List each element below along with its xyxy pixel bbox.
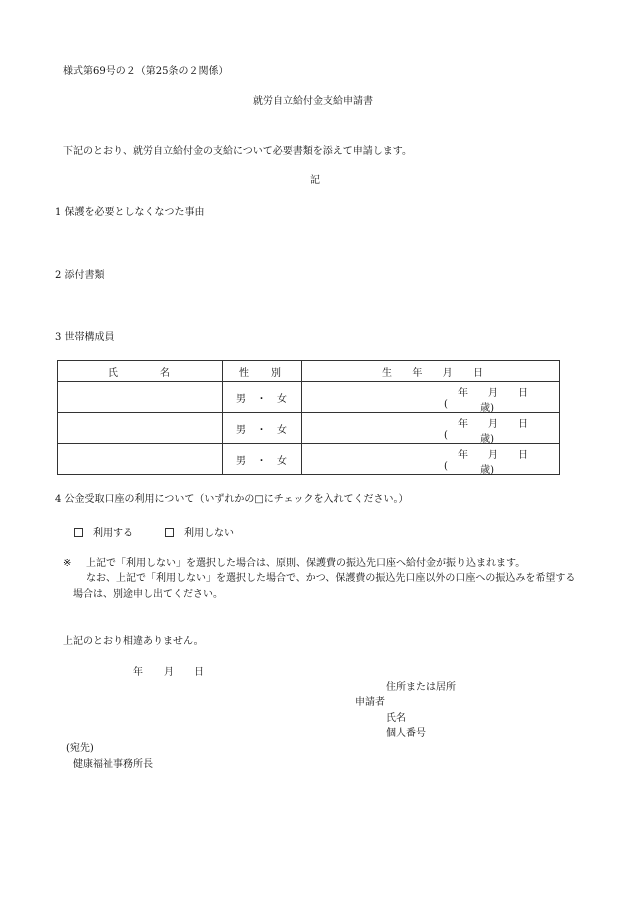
- household-members-table: [57, 360, 560, 475]
- date-month: 月: [164, 667, 174, 678]
- table-header-row: [58, 361, 560, 382]
- birthdate-cell[interactable]: 年 月 日 ( 歳): [302, 444, 560, 475]
- option-use-label: 利用する: [93, 528, 133, 539]
- date-year: 年: [133, 667, 143, 678]
- applicant-name-label: 氏名: [386, 713, 406, 724]
- section-2-heading: 2 添付書類: [55, 270, 105, 281]
- name-cell[interactable]: [58, 382, 223, 413]
- table-row: [58, 382, 560, 413]
- table-row: [58, 413, 560, 444]
- birthdate-cell[interactable]: 年 月 日 ( 歳): [302, 382, 560, 413]
- option-not-use[interactable]: [165, 528, 234, 540]
- section-4-heading: 4 公金受取口座の利用について（いずれかの□にチェックを入れてください。）: [55, 494, 409, 505]
- section-1-heading: 1 保護を必要としなくなつた事由: [55, 207, 205, 218]
- table-row: [58, 444, 560, 475]
- sex-cell[interactable]: 男 ・ 女: [223, 382, 302, 413]
- sex-cell[interactable]: 男 ・ 女: [223, 413, 302, 444]
- header-name: 氏 名: [58, 361, 223, 382]
- birthdate-cell[interactable]: 年 月 日 ( 歳): [302, 413, 560, 444]
- document-title: 就労自立給付金支給申請書: [253, 96, 373, 107]
- checkbox-not-use[interactable]: [165, 528, 174, 537]
- addressee-label: (宛先): [66, 743, 94, 754]
- checkbox-use[interactable]: [74, 528, 83, 537]
- option-use[interactable]: [74, 528, 133, 540]
- addressee-office: 健康福祉事務所長: [73, 759, 153, 770]
- date-day: 日: [194, 667, 204, 678]
- applicant-label: 申請者: [355, 697, 385, 708]
- header-birthdate: 生 年 月 日: [302, 361, 560, 382]
- note-line-2: なお、上記で「利用しない」を選択した場合で、かつ、保護費の振込先口座以外の口座への振込みを希望する: [86, 573, 576, 584]
- note-line-3: 場合は、別途申し出てください。: [73, 589, 223, 600]
- ki-heading: 記: [310, 175, 320, 186]
- note-line-1: 上記で「利用しない」を選択した場合は、原則、保護費の振込先口座へ給付金が振り込まれます。: [86, 558, 526, 569]
- confirm-text: 上記のとおり相違ありません。: [63, 636, 204, 647]
- applicant-number-label: 個人番号: [386, 728, 426, 739]
- note-mark: ※: [63, 558, 72, 569]
- section-3-heading: 3 世帯構成員: [55, 332, 115, 343]
- form-number: 様式第69号の２（第25条の２関係）: [63, 66, 229, 77]
- name-cell[interactable]: [58, 413, 223, 444]
- name-cell[interactable]: [58, 444, 223, 475]
- applicant-address-label: 住所または居所: [386, 682, 456, 693]
- sex-cell[interactable]: 男 ・ 女: [223, 444, 302, 475]
- intro-text: 下記のとおり、就労自立給付金の支給について必要書類を添えて申請します。: [63, 146, 412, 157]
- header-sex: 性 別: [223, 361, 302, 382]
- option-not-use-label: 利用しない: [184, 528, 234, 539]
